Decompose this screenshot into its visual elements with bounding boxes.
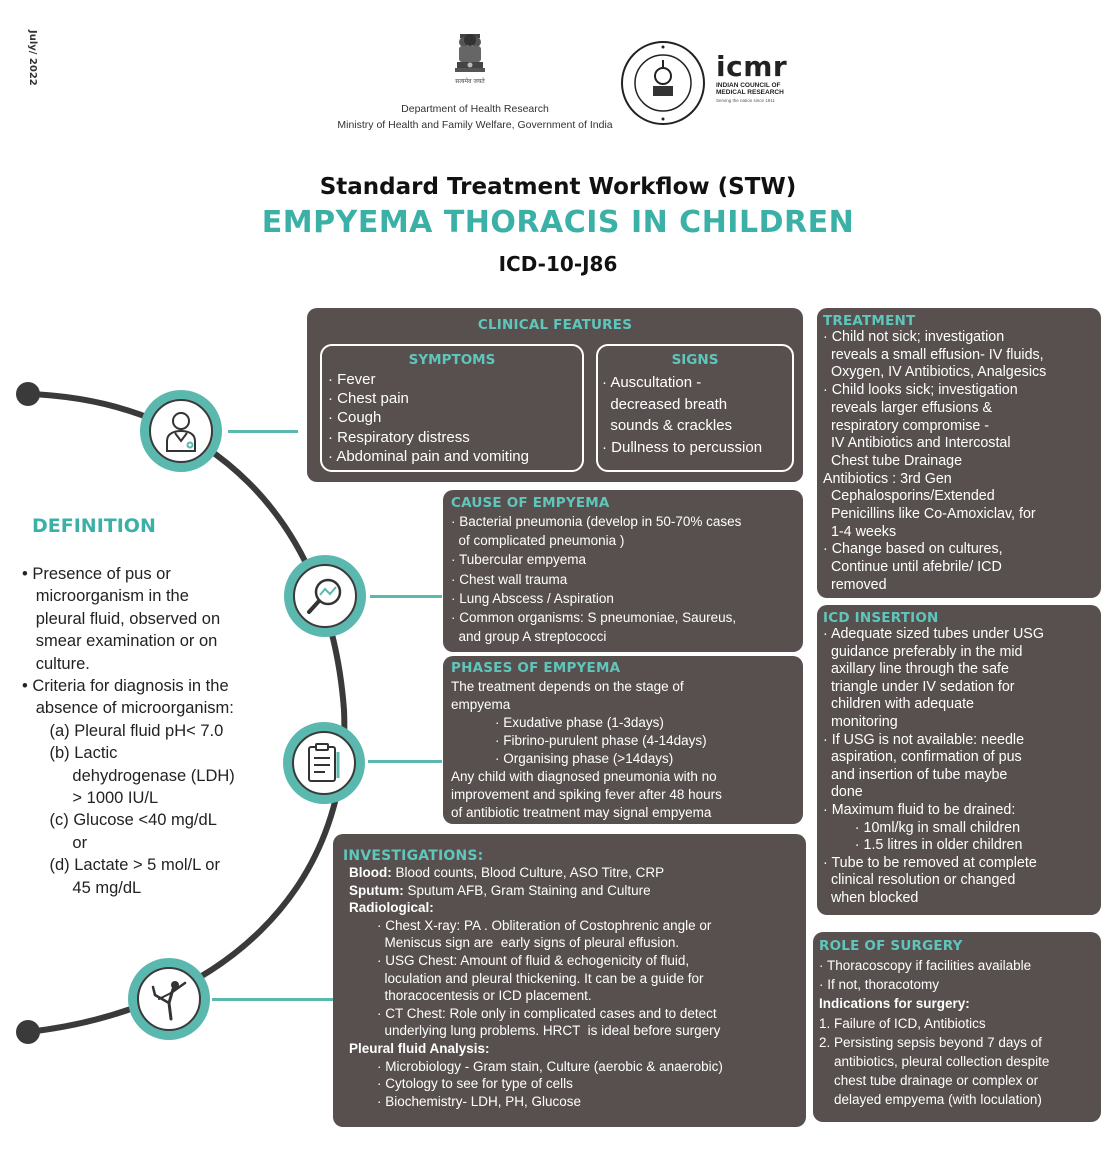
phases-outro: of antibiotic treatment may signal empyema [451,805,712,820]
blood-text: Blood counts, Blood Culture, ASO Titre, CRP [391,865,665,880]
symptoms-title: SYMPTOMS [408,352,496,368]
radiological-item: Meniscus sign are early signs of pleural effusion. [377,935,680,951]
symptom-item: · Cough [328,409,382,427]
symptom-item: · Respiratory distress [328,428,470,446]
cause-item: · Lung Abscess / Aspiration [451,590,614,606]
pleural-item: · Microbiology - Gram stain, Culture (aerobic & anaerobic) [377,1058,723,1074]
cause-item: · Chest wall trauma [451,571,568,587]
icd-line: · Tube to be removed at complete [823,854,1037,871]
treatment-line: Chest tube Drainage [823,452,963,469]
definition-line: > 1000 IU/L [22,789,159,808]
treatment-line: reveals a small effusion- IV fluids, [823,346,1044,363]
definition-line: dehydrogenase (LDH) [22,766,235,785]
document-title: Standard Treatment Workflow (STW) [319,174,797,200]
definition-line: culture. [22,654,90,673]
definition-line: pleural fluid, observed on [22,609,221,628]
treatment-line: Penicillins like Co-Amoxiclav, for [823,506,1036,523]
connector-line [212,998,334,1001]
investigations-title: INVESTIGATIONS: [343,848,484,864]
definition-line: smear examination or on [22,632,218,651]
pleural-item: · Biochemistry- LDH, PH, Glucose [377,1093,582,1109]
pleural-item: · Cytology to see for type of cells [377,1076,573,1092]
icd-line: · 10ml/kg in small children [823,819,1021,836]
icd-line: when blocked [823,889,919,906]
date-label: July/ 2022 [27,30,38,86]
emblem-motto: सत्यमेव जयते [455,78,485,85]
definition-line: • Criteria for diagnosis in the [22,677,229,696]
indications-label: Indications for surgery: [819,996,970,1012]
icd-line: axillary line through the safe [823,661,1009,678]
sputum-label: Sputum: [349,882,404,898]
radiological-item: underlying lung problems. HRCT is ideal before surgery [377,1023,721,1039]
definition-line: microorganism in the [22,587,189,606]
definition-line: (d) Lactate > 5 mol/L or [22,856,220,875]
icd-insertion-box [817,605,1101,915]
phase-item: · Exudative phase (1-3days) [495,715,664,730]
phases-intro: empyema [451,697,511,712]
icd-insertion-title: ICD INSERTION [823,610,939,626]
icd-line: · 1.5 litres in older children [823,837,1023,854]
ministry-name: Ministry of Health and Family Welfare, Government of India [337,119,613,131]
connector-line [228,430,298,433]
treatment-line: · Child not sick; investigation [823,329,1005,345]
search-analysis-icon [284,555,366,637]
definition-line: (c) Glucose <40 mg/dL [22,811,217,830]
treatment-title: TREATMENT [823,313,916,329]
doctor-icon [140,390,222,472]
radiological-item: thoracocentesis or ICD placement. [377,988,592,1004]
icd-line: done [823,784,863,801]
icd-line: · Maximum fluid to be drained: [823,801,1016,818]
phases-intro: The treatment depends on the stage of [451,679,684,694]
surgery-title: ROLE OF SURGERY [819,938,963,954]
icd-line: clinical resolution or changed [823,872,1016,889]
definition-line: (b) Lactic [22,744,118,763]
investigations-box [333,834,806,1127]
treatment-line: · Child looks sick; investigation [823,382,1018,399]
phases-box [443,656,803,824]
icmr-name-line1: INDIAN COUNCIL OF [716,82,781,89]
definition-title: DEFINITION [32,515,156,537]
clinical-features-box [307,308,803,482]
definition-line: or [22,833,88,852]
icd-line: · Adequate sized tubes under USG [823,626,1044,642]
icd-code: ICD-10-J86 [498,252,618,276]
surgery-line: antibiotics, pleural collection despite [819,1054,1050,1070]
connector-line [370,595,442,598]
icd-line: aspiration, confirmation of pus [823,749,1022,766]
definition-body [22,563,292,899]
treatment-line: Oxygen, IV Antibiotics, Analgesics [823,364,1047,381]
icd-line: and insertion of tube maybe [823,766,1008,783]
surgery-line: · Thoracoscopy if facilities available [819,958,1032,973]
phase-item: · Fibrino-purulent phase (4-14days) [495,733,707,748]
cause-box [443,490,803,652]
sign-item: · Auscultation - [602,374,702,391]
symptom-item: · Chest pain [328,390,409,408]
treatment-line: removed [823,576,887,593]
treatment-line: IV Antibiotics and Intercostal [823,435,1011,452]
icd-line: children with adequate [823,696,975,713]
sign-item: decreased breath [602,395,728,413]
symptom-item: · Fever [328,371,376,388]
radiological-item: · CT Chest: Role only in complicated cases and to detect [377,1005,717,1021]
surgery-box [813,932,1101,1122]
disease-title: EMPYEMA THORACIS IN CHILDREN [261,205,855,240]
cause-item: and group A streptococci [451,629,607,645]
icmr-seal-icon [620,40,706,126]
sign-item: · Dullness to percussion [602,438,763,456]
blood-label: Blood: [349,865,392,880]
surgery-line: chest tube drainage or complex or [819,1073,1039,1089]
dept-name: Department of Health Research [401,103,549,115]
symptoms-box [320,344,584,472]
radiological-item: · Chest X-ray: PA . Obliteration of Costophrenic angle or [377,917,712,933]
sputum-text: Sputum AFB, Gram Staining and Culture [403,882,651,898]
national-emblem-icon [448,28,492,90]
sign-item: sounds & crackles [602,417,733,434]
signs-title: SIGNS [671,352,719,368]
signs-box [596,344,794,472]
phases-title: PHASES OF EMPYEMA [451,660,621,676]
surgery-line: · If not, thoracotomy [819,977,940,993]
radiological-label: Radiological: [349,900,434,916]
treatment-line: Antibiotics : 3rd Gen [823,470,952,487]
cause-item: · Common organisms: S pneumoniae, Saureus, [451,610,737,626]
treatment-box [817,308,1101,598]
icmr-name-line2: MEDICAL RESEARCH [716,89,784,96]
clipboard-icon [283,722,365,804]
treatment-line: Cephalosporins/Extended [823,488,995,505]
definition-line: 45 mg/dL [22,878,142,897]
definition-line: absence of microorganism: [22,699,234,718]
cause-item: · Bacterial pneumonia (develop in 50-70% cases [451,514,742,529]
treatment-line: Continue until afebrile/ ICD [823,559,1002,576]
surgery-line: 2. Persisting sepsis beyond 7 days of [819,1034,1042,1050]
icd-line: triangle under IV sedation for [823,678,1015,695]
definition-line: (a) Pleural fluid pH< 7.0 [22,721,224,740]
treatment-line: respiratory compromise - [823,417,990,434]
cause-title: CAUSE OF EMPYEMA [451,495,610,511]
icmr-tagline: Serving the nation since 1911 [716,98,775,103]
connector-line [368,760,442,763]
icmr-logo [716,52,816,103]
definition-line: • Presence of pus or [22,565,171,583]
cause-item: of complicated pneumonia ) [451,533,625,549]
cause-item: · Tubercular empyema [451,552,587,568]
surgery-line: delayed empyema (with loculation) [819,1092,1042,1108]
icd-line: monitoring [823,713,898,730]
symptom-item: · Abdominal pain and vomiting [328,447,529,465]
phase-item: · Organising phase (>14days) [495,751,674,766]
treatment-line: · Change based on cultures, [823,541,1003,558]
treatment-line: 1-4 weeks [823,523,897,540]
pleural-label: Pleural fluid Analysis: [349,1040,490,1056]
radiological-item: loculation and pleural thickening. It can be a guide for [377,970,704,986]
icmr-logo-text: icmr [716,50,788,83]
treatment-line: reveals larger effusions & [823,399,993,416]
clinical-features-title: CLINICAL FEATURES [477,317,633,333]
phases-outro: Any child with diagnosed pneumonia with no [451,769,717,784]
radiological-item: · USG Chest: Amount of fluid & echogenicity of fluid, [377,952,690,968]
surgery-line: 1. Failure of ICD, Antibiotics [819,1015,986,1031]
phases-outro: improvement and spiking fever after 48 hours [451,787,722,802]
stretching-figure-icon [128,958,210,1040]
icd-line: guidance preferably in the mid [823,643,1023,660]
icd-line: · If USG is not available: needle [823,731,1025,748]
